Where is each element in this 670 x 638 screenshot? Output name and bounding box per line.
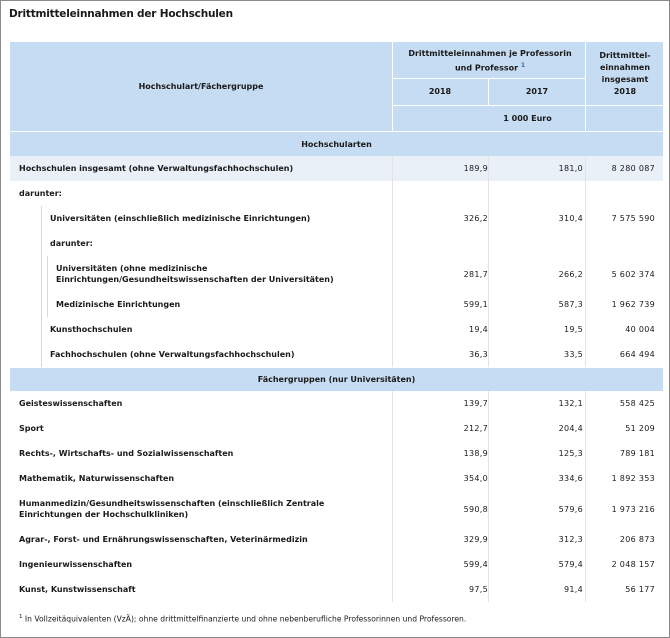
value-total: 51 209 [625, 424, 655, 433]
table-row [10, 342, 663, 367]
column-group-header [402, 44, 578, 78]
column-separator [392, 416, 393, 441]
column-header-2018: 2018 [428, 87, 452, 96]
value-2018: 189,9 [463, 164, 488, 173]
column-separator [392, 256, 393, 292]
table-row [10, 181, 663, 206]
column-separator [488, 527, 489, 552]
column-separator [488, 416, 489, 441]
value-2018: 326,2 [463, 214, 488, 223]
value-2018: 212,7 [463, 424, 488, 433]
table-row [10, 441, 663, 466]
row-label: Rechts-, Wirtschafts- und Sozialwissenschaften [19, 449, 234, 458]
column-separator [488, 292, 489, 317]
column-separator [488, 552, 489, 577]
row-label: Universitäten (ohne medizinische Einrichtungen/Gesundheitswissenschaften der Universitäten) [56, 264, 334, 284]
column-separator [392, 491, 393, 527]
table-row [10, 466, 663, 491]
unit-row: 1 000 Euro [503, 113, 552, 123]
table-row [10, 391, 663, 416]
value-2018: 281,7 [463, 269, 488, 279]
column-separator [488, 577, 489, 602]
column-header-label [10, 42, 392, 131]
value-2018: 19,4 [468, 325, 488, 334]
value-2018: 36,3 [468, 350, 488, 359]
value-2018 [408, 231, 488, 256]
table-row [10, 527, 663, 552]
table-row [10, 231, 663, 256]
column-separator [392, 391, 393, 416]
indent-guide [41, 342, 42, 367]
row-label: Universitäten (einschließlich medizinische Einrichtungen) [50, 214, 311, 223]
value-total: 56 177 [625, 585, 655, 594]
table-row [10, 416, 663, 441]
column-separator [488, 231, 489, 256]
value-2017: 204,4 [558, 424, 583, 433]
column-header-total: Drittmittel-einnahmen insgesamt 2018 [599, 51, 651, 96]
row-label: Humanmedizin/Gesundheitswissenschaften (einschließlich Zentrale Einrichtungen der Hochschulkliniken) [19, 499, 325, 519]
row-label: Agrar-, Forst- und Ernährungswissenschaften, Veterinärmedizin [19, 535, 308, 544]
column-separator [488, 256, 489, 292]
value-2017: 91,4 [563, 585, 583, 594]
table-row [10, 156, 663, 181]
column-header-2017: 2017 [525, 87, 549, 96]
value-2017: 579,4 [558, 560, 583, 569]
value-2017: 33,5 [563, 350, 583, 359]
value-total: 206 873 [619, 535, 655, 544]
column-separator [392, 552, 393, 577]
table-row [10, 491, 663, 527]
column-separator [392, 156, 393, 181]
value-total: 558 425 [619, 399, 655, 408]
column-group-header-label: Drittmitteleinnahmen je Professorin und Professor [408, 48, 572, 73]
column-separator [392, 342, 393, 367]
column-separator [392, 292, 393, 317]
column-separator [392, 466, 393, 491]
column-group-header-text [402, 48, 578, 75]
indent-guide [41, 317, 42, 342]
table-row [10, 577, 663, 602]
table-row [10, 256, 663, 292]
table-row [10, 552, 663, 577]
value-total [585, 231, 655, 256]
row-label: Hochschulen insgesamt (ohne Verwaltungsfachhochschulen) [19, 164, 294, 173]
value-2017 [503, 231, 583, 256]
row-label: Kunsthochschulen [50, 325, 133, 334]
value-2018: 354,0 [463, 474, 488, 483]
value-total: 40 004 [625, 325, 655, 334]
row-label: Sport [19, 424, 44, 433]
table-row [10, 317, 663, 342]
indent-guide [41, 231, 42, 256]
column-separator [488, 206, 489, 231]
row-label: darunter: [50, 239, 93, 248]
column-separator [392, 577, 393, 602]
value-2017: 587,3 [558, 300, 583, 309]
value-2017: 334,6 [558, 474, 583, 483]
value-total: 5 602 374 [611, 269, 655, 279]
indent-guide [47, 256, 48, 292]
value-2017: 132,1 [558, 399, 583, 408]
row-label: Ingenieurwissenschaften [19, 560, 133, 569]
value-total: 8 280 087 [611, 164, 655, 173]
column-separator [392, 441, 393, 466]
value-2018: 590,8 [463, 504, 488, 514]
table-row [10, 292, 663, 317]
value-total [585, 181, 655, 206]
value-total: 664 494 [619, 350, 655, 359]
table-header [10, 42, 663, 131]
column-separator [392, 317, 393, 342]
indent-guide [47, 292, 48, 317]
row-label: Geisteswissenschaften [19, 399, 123, 408]
column-separator [488, 156, 489, 181]
value-2017: 312,3 [558, 535, 583, 544]
indent-guide [41, 292, 42, 317]
value-total: 2 048 157 [611, 560, 655, 569]
column-separator [488, 466, 489, 491]
section-hochschularten: Hochschularten [10, 131, 663, 156]
indent-guide [41, 256, 42, 292]
value-total: 1 892 353 [611, 474, 655, 483]
column-separator [392, 181, 393, 206]
column-separator [488, 317, 489, 342]
footnote [19, 614, 466, 624]
column-separator [488, 181, 489, 206]
page-title: Drittmitteleinnahmen der Hochschulen [9, 8, 233, 20]
row-label: darunter: [19, 189, 62, 198]
indent-guide [41, 206, 42, 231]
row-label: Fachhochschulen (ohne Verwaltungsfachhochschulen) [50, 350, 295, 359]
footnote-marker: 1 [19, 614, 23, 620]
section-faechergruppen: Fächergruppen (nur Universitäten) [10, 367, 663, 391]
value-total: 7 575 590 [611, 214, 655, 223]
value-2018: 138,9 [463, 449, 488, 458]
value-2017: 266,2 [558, 269, 583, 279]
column-separator [488, 491, 489, 527]
value-2018: 599,4 [463, 560, 488, 569]
row-label: Mathematik, Naturwissenschaften [19, 474, 175, 483]
footnote-link[interactable]: 1 [520, 61, 526, 69]
row-label: Kunst, Kunstwissenschaft [19, 585, 136, 594]
value-2017: 579,6 [558, 504, 583, 514]
column-header-label-text: Hochschulart/Fächergruppe [138, 81, 264, 91]
column-separator [488, 391, 489, 416]
value-2018 [408, 181, 488, 206]
value-2018: 599,1 [463, 300, 488, 309]
column-separator [488, 342, 489, 367]
column-separator [392, 231, 393, 256]
value-total: 789 181 [619, 449, 655, 458]
footnote-text: In Vollzeitäquivalenten (VzÄ); ohne drittmittelfinanzierte und ohne nebenberufliche Professorinnen und Professoren. [24, 614, 467, 624]
value-total: 1 962 739 [611, 300, 655, 309]
value-2017: 310,4 [558, 214, 583, 223]
value-total: 1 973 216 [611, 504, 655, 514]
column-separator [488, 441, 489, 466]
row-label: Medizinische Einrichtungen [56, 300, 181, 309]
value-2017: 181,0 [558, 164, 583, 173]
rows-hochschularten [10, 156, 663, 367]
column-separator [392, 206, 393, 231]
value-2017: 19,5 [563, 325, 583, 334]
column-separator [392, 527, 393, 552]
value-2017: 125,3 [558, 449, 583, 458]
rows-faechergruppen [10, 391, 663, 602]
value-2018: 97,5 [468, 585, 488, 594]
value-2017 [503, 181, 583, 206]
value-2018: 329,9 [463, 535, 488, 544]
data-table [10, 42, 663, 602]
value-2018: 139,7 [463, 399, 488, 408]
table-row [10, 206, 663, 231]
